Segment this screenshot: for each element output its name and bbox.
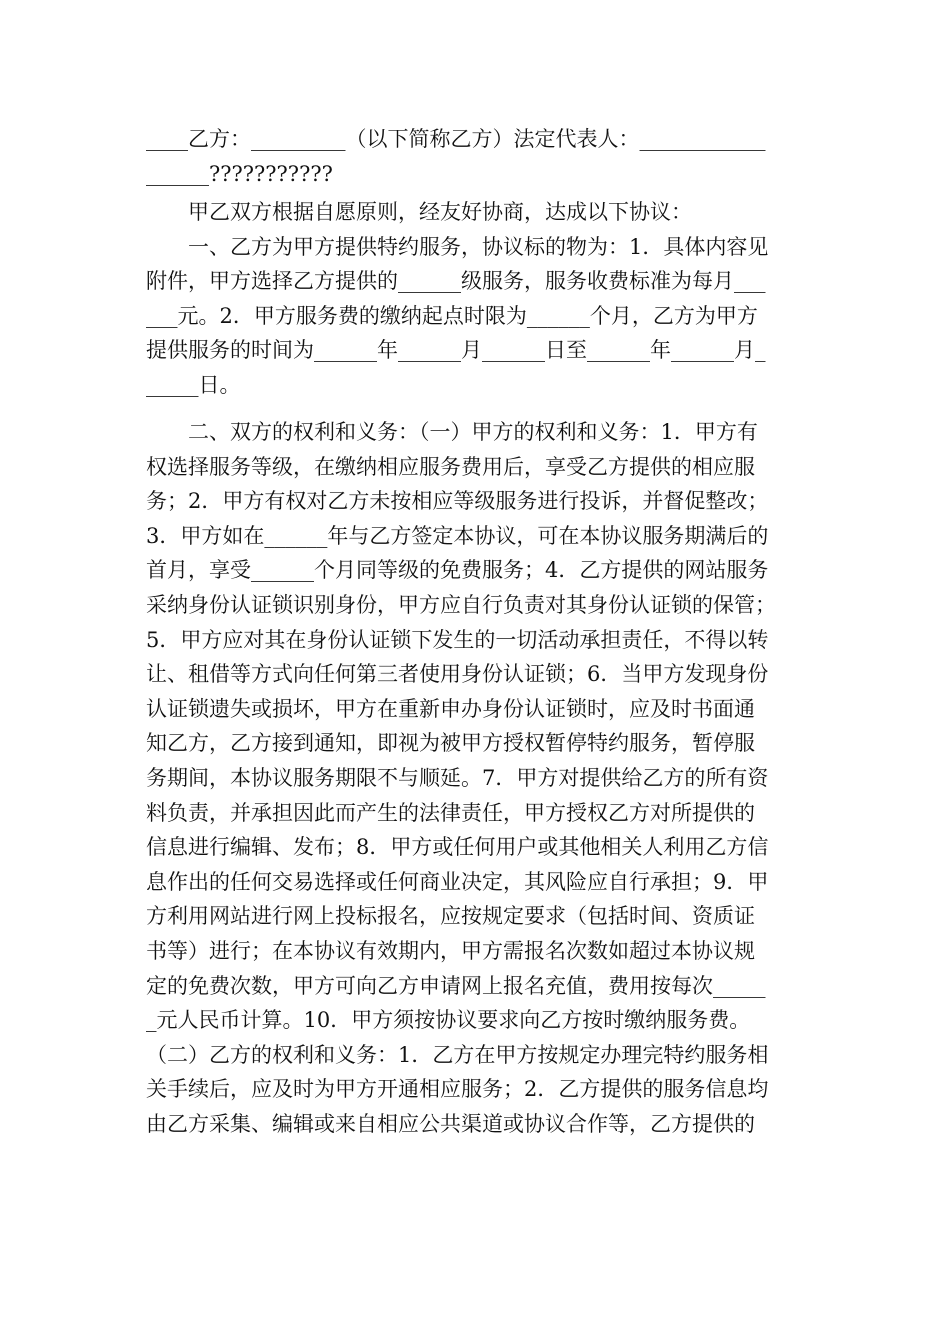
text-line: 务；2．甲方有权对乙方未按相应等级服务进行投诉，并督促整改； bbox=[146, 489, 769, 514]
text-line: 甲乙双方根据自愿原则，经友好协商，达成以下协议： bbox=[146, 200, 692, 224]
text-line: 一、乙方为甲方提供特约服务，协议标的物为：1．具体内容见 bbox=[146, 234, 769, 259]
text-line: 方利用网站进行网上投标报名，应按规定要求（包括时间、资质证 bbox=[146, 904, 755, 929]
text-line: 让、租借等方式向任何第三者使用身份认证锁；6．当甲方发现身份 bbox=[146, 662, 769, 687]
text-line: 提供服务的时间为______年______月______日至______年______月_ bbox=[146, 338, 766, 363]
party-b-header bbox=[146, 122, 806, 191]
text-line: 二、双方的权利和义务：（一）甲方的权利和义务：1．甲方有 bbox=[146, 420, 758, 444]
text-line: 附件，甲方选择乙方提供的______级服务，服务收费标准为每月___ bbox=[146, 269, 766, 294]
text-line: 关手续后，应及时为甲方开通相应服务；2．乙方提供的服务信息均 bbox=[146, 1077, 769, 1102]
text-line: _____日。 bbox=[146, 372, 241, 397]
text-line: 信息进行编辑、发布；8．甲方或任何用户或其他相关人利用乙方信 bbox=[146, 835, 769, 860]
text-line: 权选择服务等级，在缴纳相应服务费用后，享受乙方提供的相应服 bbox=[146, 454, 755, 479]
text-line: _元人民币计算。10．甲方须按协议要求向乙方按时缴纳服务费。 bbox=[146, 1008, 751, 1033]
text-line: 采纳身份认证锁识别身份，甲方应自行负责对其身份认证锁的保管； bbox=[146, 592, 776, 617]
text-line: 知乙方，乙方接到通知，即视为被甲方授权暂停特约服务，暂停服 bbox=[146, 731, 755, 756]
text-line: （二）乙方的权利和义务：1．乙方在甲方按规定办理完特约服务相 bbox=[146, 1042, 769, 1067]
agreement-intro-section bbox=[146, 195, 806, 403]
text-line: 5．甲方应对其在身份认证锁下发生的一切活动承担责任，不得以转 bbox=[146, 627, 769, 652]
text-line: 3．甲方如在______年与乙方签定本协议，可在本协议服务期满后的 bbox=[146, 523, 769, 548]
text-line: 认证锁遗失或损坏，甲方在重新申办身份认证锁时，应及时书面通 bbox=[146, 696, 755, 721]
text-line: 料负责，并承担因此而产生的法律责任，甲方授权乙方对所提供的 bbox=[146, 800, 755, 825]
text-line: 息作出的任何交易选择或任何商业决定，其风险应自行承担；9．甲 bbox=[146, 869, 769, 894]
rights-obligations-section bbox=[146, 415, 806, 1141]
text-line: 由乙方采集、编辑或来自相应公共渠道或协议合作等，乙方提供的 bbox=[146, 1111, 755, 1136]
text-line: 首月，享受______个月同等级的免费服务；4．乙方提供的网站服务 bbox=[146, 558, 769, 583]
text-line: 务期间，本协议服务期限不与顺延。7．甲方对提供给乙方的所有资 bbox=[146, 765, 769, 790]
text-line: 定的免费次数，甲方可向乙方申请网上报名充值，费用按每次_____ bbox=[146, 973, 766, 998]
text-line: ____乙方：_________（以下简称乙方）法定代表人：____________ bbox=[146, 127, 766, 151]
text-line: ______??????????? bbox=[146, 161, 333, 186]
text-line: 书等）进行；在本协议有效期内，甲方需报名次数如超过本协议规 bbox=[146, 938, 755, 963]
text-line: ___元。2．甲方服务费的缴纳起点时限为______个月，乙方为甲方 bbox=[146, 303, 758, 328]
